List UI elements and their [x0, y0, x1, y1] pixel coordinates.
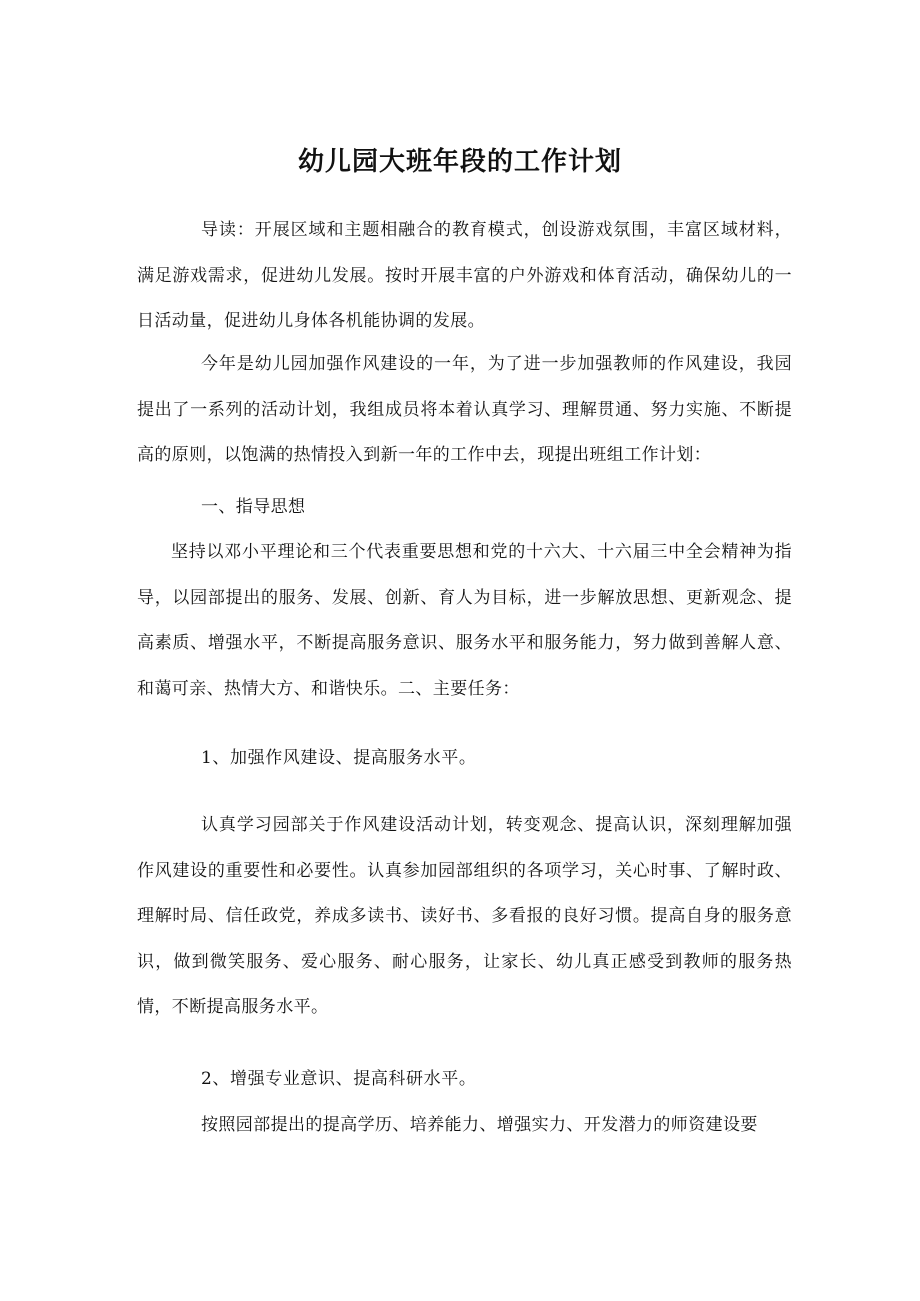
task-heading-2: 2、增强专业意识、提高科研水平。 — [201, 1069, 477, 1089]
task-1-paragraph: 认真学习园部关于作风建设活动计划，转变观念、提高认识，深刻理解加强作风建设的重要性和必要性。认真参加园部组织的各项学习，关心时事、了解时政、理解时局、信任政党，养成多读书、读好书、多看报的良好习惯。提高自身的服务意识，做到微笑服务、爱心服务、耐心服务，让家长、幼儿真正感受到教师的服务热情，不断提高服务水平。 — [137, 815, 792, 1017]
intro-paragraph: 导读：开展区域和主题相融合的教育模式，创设游戏氛围，丰富区域材料，满足游戏需求，促进幼儿发展。按时开展丰富的户外游戏和体育活动，确保幼儿的一日活动量，促进幼儿身体各机能协调的发展。 — [137, 220, 792, 331]
task-heading-1: 1、加强作风建设、提高服务水平。 — [201, 748, 477, 768]
plan-paragraph: 今年是幼儿园加强作风建设的一年，为了进一步加强教师的作风建设，我园提出了一系列的活动计划，我组成员将本着认真学习、理解贯通、努力实施、不断提高的原则，以饱满的热情投入到新一年的工作中去，现提出班组工作计划： — [137, 354, 792, 465]
section-heading-guiding-thought: 一、指导思想 — [201, 497, 306, 517]
document-title: 幼儿园大班年段的工作计划 — [297, 147, 622, 177]
task-2-paragraph: 按照园部提出的提高学历、培养能力、增强实力、开发潜力的师资建设要 — [201, 1115, 758, 1135]
guiding-thought-paragraph: 坚持以邓小平理论和三个代表重要思想和党的十六大、十六届三中全会精神为指导，以园部提出的服务、发展、创新、育人为目标，进一步解放思想、更新观念、提高素质、增强水平，不断提高服务意识、服务水平和服务能力，努力做到善解人意、和蔼可亲、热情大方、和谐快乐。二、主要任务： — [137, 542, 792, 699]
